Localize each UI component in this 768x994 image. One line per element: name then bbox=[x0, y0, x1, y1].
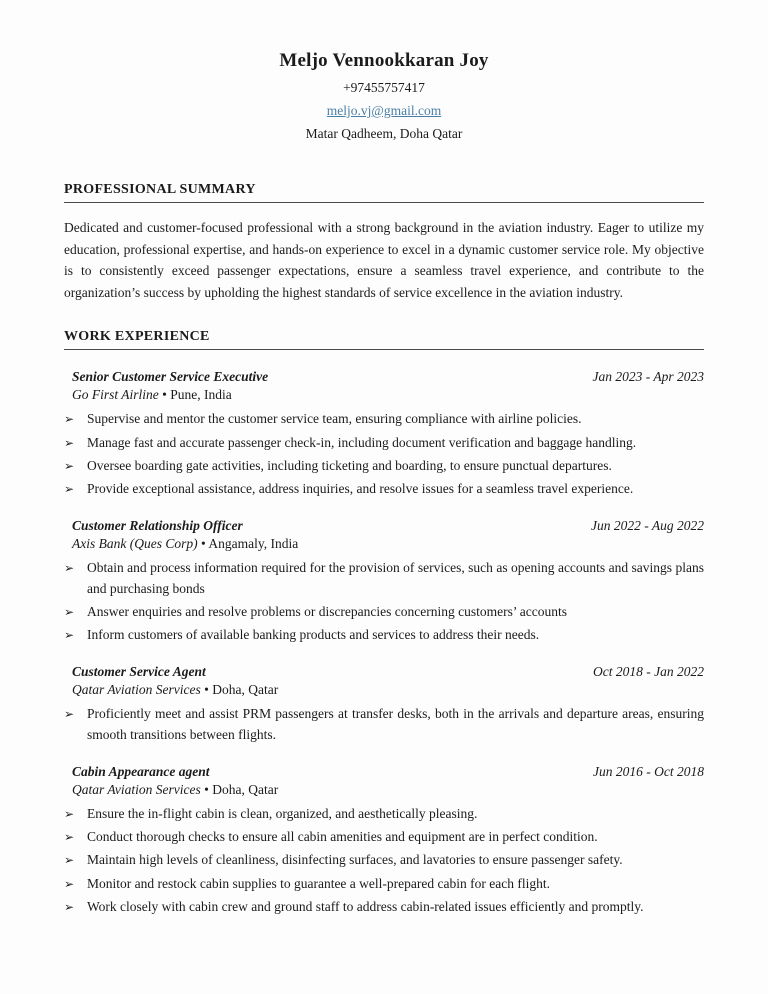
job-subtitle bbox=[64, 682, 704, 698]
job-bullet bbox=[64, 804, 704, 824]
job-location: Pune, India bbox=[170, 387, 232, 403]
job-entry bbox=[64, 664, 704, 745]
arrow-bullet-icon: ➢ bbox=[64, 628, 75, 643]
arrow-bullet-icon: ➢ bbox=[64, 561, 75, 576]
job-bullet-text: Maintain high levels of cleanliness, disinfecting surfaces, and lavatories to ensure passenger safety. bbox=[87, 852, 623, 868]
job-company: Qatar Aviation Services bbox=[72, 682, 201, 698]
arrow-bullet-icon: ➢ bbox=[64, 412, 75, 427]
company-location-separator: • bbox=[204, 781, 213, 797]
company-location-separator: • bbox=[204, 682, 213, 698]
job-dates: Jan 2023 - Apr 2023 bbox=[592, 369, 704, 385]
job-title: Customer Relationship Officer bbox=[72, 518, 243, 534]
job-company: Qatar Aviation Services bbox=[72, 781, 201, 797]
job-dates: Jun 2016 - Oct 2018 bbox=[593, 763, 704, 779]
candidate-name: Meljo Vennookkaran Joy bbox=[279, 50, 489, 71]
job-bullet bbox=[64, 874, 704, 894]
arrow-bullet-icon: ➢ bbox=[64, 435, 75, 450]
job-head bbox=[64, 518, 704, 534]
job-bullet bbox=[64, 625, 704, 645]
arrow-bullet-icon: ➢ bbox=[64, 876, 75, 891]
work-experience-heading: WORK EXPERIENCE bbox=[64, 329, 704, 350]
job-entry bbox=[64, 369, 704, 499]
jobs-container bbox=[64, 369, 704, 917]
job-entry bbox=[64, 518, 704, 645]
summary-text: Dedicated and customer-focused professional with a strong background in the aviation industry. Eager to utilize my education, professional expertise, and hands-on experience to excel in a dynamic customer service role. My objective is to consistently exceed passenger expectations, ensure a seamless travel experience, and contribute to the organization’s success by upholding the highest standards of service excellence in the aviation industry. bbox=[64, 220, 704, 300]
job-bullet-text: Ensure the in-flight cabin is clean, organized, and aesthetically pleasing. bbox=[87, 805, 478, 821]
job-bullet-list bbox=[64, 558, 704, 645]
job-bullet-text: Work closely with cabin crew and ground staff to address cabin-related issues efficiently and promptly. bbox=[87, 898, 644, 914]
job-head bbox=[64, 764, 704, 780]
arrow-bullet-icon: ➢ bbox=[64, 806, 75, 821]
arrow-bullet-icon: ➢ bbox=[64, 458, 75, 473]
job-bullet-list bbox=[64, 409, 704, 499]
job-bullet bbox=[64, 479, 704, 499]
job-bullet-text: Answer enquiries and resolve problems or discrepancies concerning customers’ accounts bbox=[87, 603, 567, 619]
job-bullet-list bbox=[64, 804, 704, 917]
phone-number: +97455757417 bbox=[343, 80, 425, 95]
job-bullet-text: Manage fast and accurate passenger check-in, including document verification and baggage handling. bbox=[87, 434, 637, 450]
summary-heading: PROFESSIONAL SUMMARY bbox=[64, 182, 704, 203]
job-title: Customer Service Agent bbox=[72, 664, 206, 680]
job-bullet bbox=[64, 704, 704, 745]
job-bullet-text: Conduct thorough checks to ensure all cabin amenities and equipment are in perfect condition. bbox=[87, 829, 598, 845]
job-title: Senior Customer Service Executive bbox=[72, 369, 269, 385]
company-location-separator: • bbox=[200, 536, 209, 552]
job-bullet bbox=[64, 409, 704, 429]
job-location: Angamaly, India bbox=[208, 536, 299, 552]
job-bullet-list bbox=[64, 704, 704, 745]
job-bullet-text: Supervise and mentor the customer service team, ensuring compliance with airline policies. bbox=[87, 411, 582, 427]
arrow-bullet-icon: ➢ bbox=[64, 830, 75, 845]
job-bullet bbox=[64, 850, 704, 870]
job-subtitle bbox=[64, 536, 704, 552]
job-company: Axis Bank (Ques Corp) bbox=[72, 536, 198, 552]
job-bullet-text: Oversee boarding gate activities, including ticketing and boarding, to ensure punctual departures. bbox=[87, 457, 612, 473]
job-location: Doha, Qatar bbox=[212, 682, 279, 698]
job-bullet-text: Monitor and restock cabin supplies to guarantee a well-prepared cabin for each flight. bbox=[87, 875, 550, 891]
job-bullet bbox=[64, 558, 704, 599]
professional-summary-section bbox=[64, 182, 704, 303]
arrow-bullet-icon: ➢ bbox=[64, 482, 75, 497]
job-bullet-text: Inform customers of available banking products and services to address their needs. bbox=[87, 627, 540, 643]
job-subtitle bbox=[64, 387, 704, 403]
job-bullet-text: Proficiently meet and assist PRM passengers at transfer desks, both in the arrivals and departure areas, ensuring smooth transitions between flights. bbox=[87, 706, 704, 742]
job-dates: Jun 2022 - Aug 2022 bbox=[591, 518, 704, 534]
arrow-bullet-icon: ➢ bbox=[64, 853, 75, 868]
job-subtitle bbox=[64, 782, 704, 798]
job-bullet bbox=[64, 456, 704, 476]
job-bullet-text: Provide exceptional assistance, address inquiries, and resolve issues for a seamless travel experience. bbox=[87, 481, 634, 497]
job-title: Cabin Appearance agent bbox=[72, 763, 210, 779]
job-entry bbox=[64, 764, 704, 917]
resume-header bbox=[64, 50, 704, 142]
job-bullet bbox=[64, 433, 704, 453]
job-bullet bbox=[64, 897, 704, 917]
company-location-separator: • bbox=[162, 387, 171, 403]
job-company: Go First Airline bbox=[72, 387, 159, 403]
job-dates: Oct 2018 - Jan 2022 bbox=[593, 664, 704, 680]
address-line: Matar Qadheem, Doha Qatar bbox=[305, 126, 463, 141]
arrow-bullet-icon: ➢ bbox=[64, 604, 75, 619]
job-bullet bbox=[64, 827, 704, 847]
job-head bbox=[64, 369, 704, 385]
job-bullet bbox=[64, 602, 704, 622]
arrow-bullet-icon: ➢ bbox=[64, 707, 75, 722]
arrow-bullet-icon: ➢ bbox=[64, 899, 75, 914]
job-location: Doha, Qatar bbox=[212, 781, 279, 797]
email-line bbox=[64, 103, 704, 119]
work-experience-section bbox=[64, 329, 704, 917]
job-bullet-text: Obtain and process information required for the provision of services, such as opening accounts and savings plans and purchasing bonds bbox=[87, 560, 704, 596]
email-link[interactable]: meljo.vj@gmail.com bbox=[326, 103, 442, 118]
job-head bbox=[64, 664, 704, 680]
